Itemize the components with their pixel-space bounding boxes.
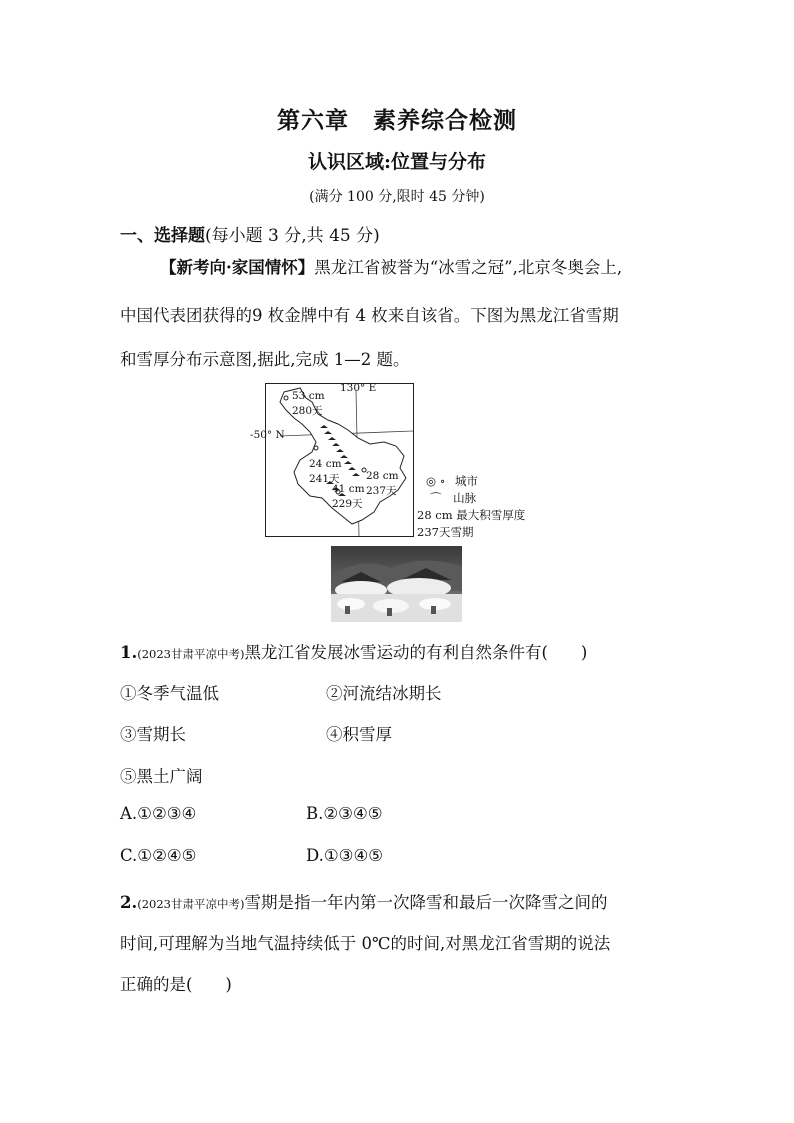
- heilongjiang-snow-map: [250, 382, 414, 537]
- legend-city-label: 城市: [454, 474, 478, 488]
- q1-item-5: ⑤黑土广阔: [120, 767, 203, 786]
- station-b-days: 241天: [309, 473, 340, 485]
- q2-line-1: 雪期是指一年内第一次降雪和最后一次降雪之间的: [244, 893, 608, 912]
- page-title: 第六章 素养综合检测: [277, 107, 517, 134]
- q1-choice-a[interactable]: A.①②③④: [120, 804, 197, 823]
- q1-stem: 黑龙江省发展冰雪运动的有利自然条件有( ): [244, 643, 588, 662]
- question-1: [120, 639, 587, 663]
- q2-source: (2023甘肃平凉中考): [137, 897, 245, 911]
- intro-line-2: 中国代表团获得的9 枚金牌中有 4 枚来自该省。下图为黑龙江省雪期: [120, 306, 619, 325]
- q1-source: (2023甘肃平凉中考): [137, 647, 245, 661]
- photo-svg: [331, 546, 462, 622]
- q2-line-2: 时间,可理解为当地气温持续低于 0℃的时间,对黑龙江省雪期的说法: [120, 934, 611, 953]
- q1-item-4: ④积雪厚: [326, 725, 392, 744]
- legend-days: 237天雪期: [417, 525, 474, 539]
- section-title: 一、选择题: [120, 226, 205, 246]
- section-note: (每小题 3 分,共 45 分): [205, 226, 380, 246]
- q1-choice-b[interactable]: B.②③④⑤: [306, 804, 383, 823]
- question-2: [120, 889, 607, 913]
- q1-choice-d[interactable]: D.①③④⑤: [306, 846, 384, 865]
- section-heading: [120, 221, 380, 246]
- station-c-days: 237天: [366, 485, 397, 497]
- q1-item-3: ③雪期长: [120, 725, 186, 744]
- lon-label: 130° E: [340, 382, 377, 394]
- station-a-days: 280天: [292, 405, 323, 417]
- q1-choice-c[interactable]: C.①②④⑤: [120, 846, 197, 865]
- q1-item-2: ②河流结冰期长: [326, 684, 442, 703]
- q2-number: 2.: [120, 893, 138, 912]
- exam-meta: (满分 100 分,限时 45 分钟): [309, 189, 485, 205]
- station-d-depth: 41 cm: [332, 483, 365, 495]
- mountain-icon: ⌒: [430, 491, 442, 505]
- lat-label-text: 50° N: [253, 429, 285, 441]
- legend-mountain-label: 山脉: [453, 491, 477, 505]
- intro-tag: 【新考向·家国情怀】: [160, 258, 315, 277]
- intro-paragraph: [120, 247, 680, 288]
- q2-line-3: 正确的是( ): [120, 975, 232, 994]
- lat-label: -50° N: [250, 429, 285, 441]
- city-icon: ◎ ∘: [426, 474, 446, 488]
- station-d-days: 229天: [332, 498, 363, 510]
- intro-line-3: 和雪厚分布示意图,据此,完成 1—2 题。: [120, 350, 410, 369]
- station-c-depth: 28 cm: [366, 470, 399, 482]
- station-b-depth: 24 cm: [309, 458, 342, 470]
- q1-number: 1.: [120, 643, 138, 662]
- q1-item-1: ①冬季气温低: [120, 684, 219, 703]
- legend-city: [426, 473, 478, 489]
- station-a-depth: 53 cm: [292, 390, 325, 402]
- legend-mountain: [430, 490, 476, 506]
- page-subtitle: 认识区域:位置与分布: [307, 151, 486, 173]
- snow-village-photo: [331, 546, 462, 622]
- intro-line-1: 黑龙江省被誉为“冰雪之冠”,北京冬奥会上,: [314, 258, 623, 277]
- legend-depth: 28 cm 最大积雪厚度: [417, 508, 526, 522]
